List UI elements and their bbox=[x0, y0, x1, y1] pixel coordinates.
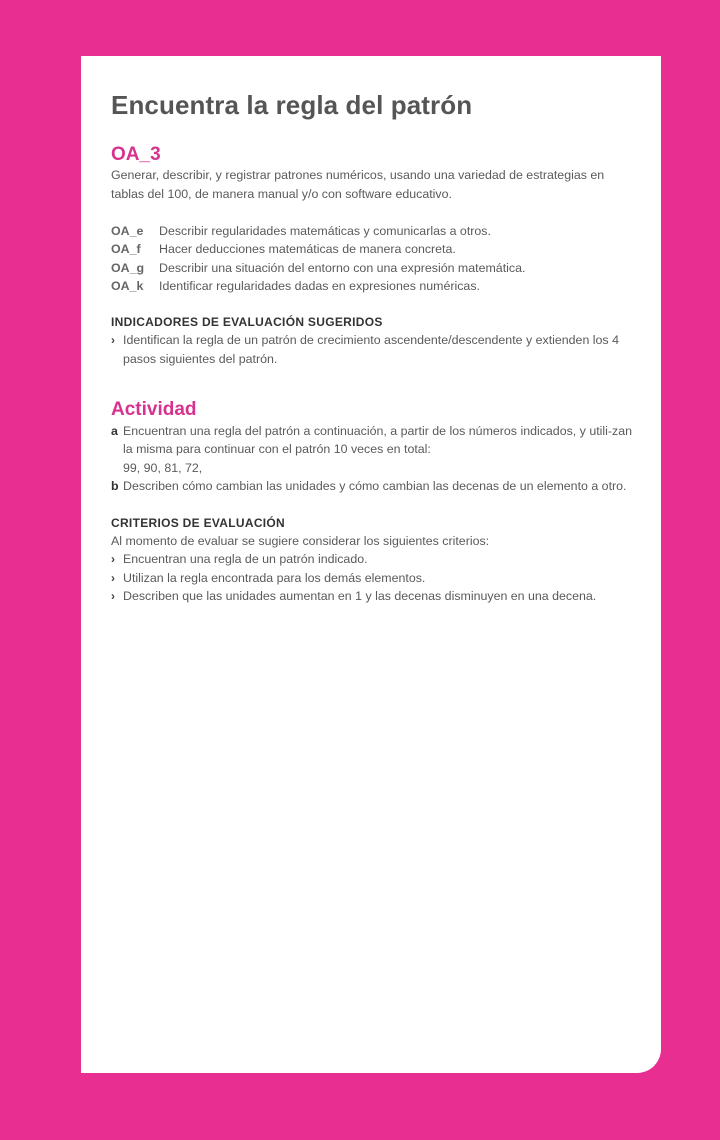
indicator-text: Identifican la regla de un patrón de crecimiento ascendente/descendente y extienden los 4 pasos siguientes del patrón. bbox=[123, 333, 619, 366]
criteria-heading: CRITERIOS DE EVALUACIÓN bbox=[111, 516, 286, 530]
attitude-text: Describir una situación del entorno con una expresión matemática. bbox=[159, 260, 526, 275]
chevron-right-icon: › bbox=[111, 552, 115, 566]
activity-letter: a bbox=[111, 424, 118, 438]
attitude-text: Describir regularidades matemáticas y comunicarlas a otros. bbox=[159, 224, 491, 238]
indicator-item bbox=[111, 331, 636, 369]
indicators-list bbox=[111, 331, 636, 369]
attitude-item bbox=[111, 222, 525, 240]
criteria-item bbox=[111, 550, 636, 569]
attitude-code: OA_g bbox=[111, 260, 145, 275]
activity-sequence: 99, 90, 81, 72, bbox=[123, 460, 203, 475]
objective-code-heading: OA_3 bbox=[111, 144, 161, 165]
attitude-text: Identificar regularidades dadas en expresiones numéricas. bbox=[159, 278, 480, 293]
criteria-text: Utilizan la regla encontrada para los demás elementos. bbox=[123, 570, 426, 585]
activity-heading: Actividad bbox=[111, 399, 197, 420]
attitude-objectives-list bbox=[111, 222, 525, 295]
criteria-text: Describen que las unidades aumentan en 1 y las decenas disminuyen en una decena. bbox=[123, 589, 597, 603]
criteria-item bbox=[111, 569, 636, 588]
objective-description: Generar, describir, y registrar patrones numéricos, usando una variedad de estrategias en tablas del 100, de manera manual y/o con software educativo. bbox=[111, 168, 605, 201]
criteria-list bbox=[111, 550, 636, 606]
criteria-intro: Al momento de evaluar se sugiere considerar los siguientes criterios: bbox=[111, 534, 490, 548]
attitude-item bbox=[111, 240, 525, 258]
attitude-text: Hacer deducciones matemáticas de manera concreta. bbox=[159, 242, 456, 257]
attitude-item bbox=[111, 277, 525, 295]
attitude-code: OA_f bbox=[111, 242, 141, 257]
activity-list bbox=[111, 422, 636, 495]
page-title: Encuentra la regla del patrón bbox=[111, 90, 473, 120]
chevron-right-icon: › bbox=[111, 570, 115, 585]
activity-item bbox=[111, 422, 636, 477]
chevron-right-icon: › bbox=[111, 333, 115, 347]
chevron-right-icon: › bbox=[111, 589, 115, 603]
attitude-code: OA_k bbox=[111, 278, 144, 293]
activity-text: Describen cómo cambian las unidades y cómo cambian las decenas de un elemento a otro. bbox=[123, 478, 627, 493]
activity-letter: b bbox=[111, 478, 119, 493]
criteria-text: Encuentran una regla de un patrón indicado. bbox=[123, 552, 368, 566]
content-card bbox=[81, 56, 661, 1073]
activity-text: Encuentran una regla del patrón a continuación, a partir de los números indicados, y utili-zan la misma para continuar con el patrón 10 veces en total: bbox=[123, 424, 633, 457]
attitude-item bbox=[111, 259, 525, 277]
activity-item bbox=[111, 477, 636, 495]
indicators-heading: INDICADORES DE EVALUACIÓN SUGERIDOS bbox=[111, 315, 383, 329]
attitude-code: OA_e bbox=[111, 224, 144, 238]
criteria-item bbox=[111, 587, 636, 606]
